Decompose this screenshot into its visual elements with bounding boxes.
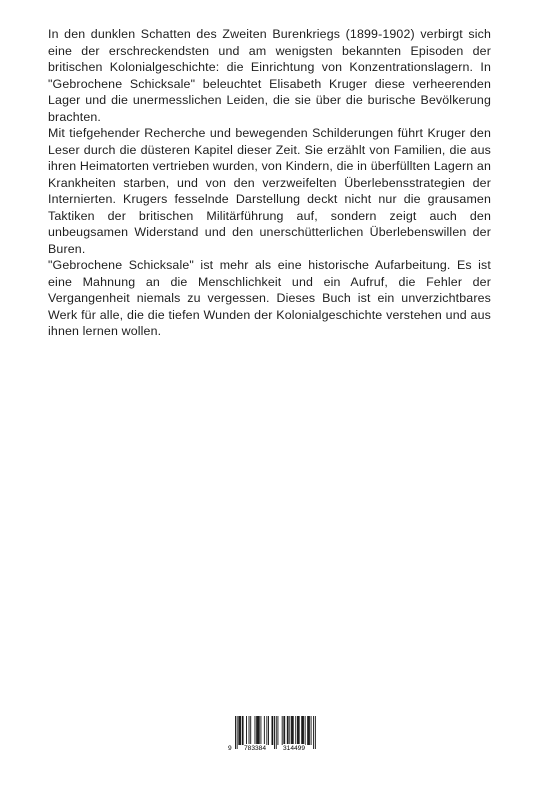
barcode-bar [264,716,265,745]
barcode-bar [303,716,304,745]
barcode-bar [242,716,243,745]
barcode-bar [266,716,267,745]
barcode-bar [257,716,258,745]
barcode-first-digit: 9 [228,745,232,752]
barcode-bar [302,716,303,745]
barcode-bar [309,716,310,745]
barcode-bar [297,716,298,745]
barcode-digits [228,744,316,754]
barcode-bar [259,716,260,745]
barcode-bar [298,716,299,745]
isbn-barcode [228,716,316,756]
barcode-bar [261,716,262,745]
barcode-bar [307,716,308,745]
barcode-bar [238,716,239,745]
barcode-bar [272,716,273,745]
barcode-bar [278,716,279,745]
barcode-bar [292,716,293,745]
barcode-bar [243,716,244,745]
barcode-bar [268,716,269,745]
barcode-bar [299,716,300,745]
barcode-bar [246,716,247,745]
blurb-paragraph: "Gebrochene Schicksale" ist mehr als eine historische Aufarbeitung. Es ist eine Mahnung an die Menschlichkeit und ein Aufruf, die Fehler der Vergangenheit niemals zu vergessen. Dieses Buch ist ein unverzichtbares Werk für alle, die die tiefen Wunden der Kolonialgeschichte verstehen und aus ihnen lernen wollen. [48,258,491,338]
barcode-bar [284,716,285,745]
barcode-bar [289,716,290,745]
barcode-bar [250,716,251,745]
barcode-bar [305,716,306,745]
barcode-bar [240,716,241,745]
barcode-bar [311,716,312,745]
barcode-bar [283,716,284,745]
barcode-right-group: 314499 [283,745,306,752]
barcode-bar [288,716,289,745]
barcode-bar [256,716,257,745]
barcode-bar [295,716,296,745]
blurb-paragraph: Mit tiefgehender Recherche und bewegenden Schilderungen führt Kruger den Leser durch die düsteren Kapitel dieser Zeit. Sie erzählt von Familien, die aus ihren Heimatorten vertrieben wurden, von Kindern, die in überfüllten Lagern an Krankheiten starben, und von den verzweifelten Überlebensstrategien der Internierten. Krugers fesselnde Darstellung deckt nicht nur die grausamen Taktiken der britischen Militärführung auf, sondern zeigt auch den unbeugsamen Widerstand und den unerschütterlichen Überlebenswillen der Buren. [48,126,491,256]
blurb-paragraph: In den dunklen Schatten des Zweiten Burenkriegs (1899-1902) verbirgt sich eine der erschreckendsten und am wenigsten bekannten Episoden der britischen Kolonialgeschichte: die Einrichtung von Konzentrationslagern. In "Gebrochene Schicksale" beleuchtet Elisabeth Kruger diese verheerenden Lager und die unermesslichen Leiden, die sie über die burische Bevölkerung brachten. [48,27,491,124]
barcode-bar [293,716,294,745]
barcode-bar [272,716,273,745]
barcode-bar [291,716,292,745]
barcode-bar [258,716,259,745]
barcode-bar [239,716,240,745]
barcode-bar [249,716,250,745]
barcode-left-group: 783384 [244,745,267,752]
barcode-bar [308,716,309,745]
barcode-bar [282,716,283,745]
barcode-bar [301,716,302,745]
back-cover-blurb [48,26,491,340]
barcode-bar [287,716,288,745]
barcode-bar [255,716,256,745]
